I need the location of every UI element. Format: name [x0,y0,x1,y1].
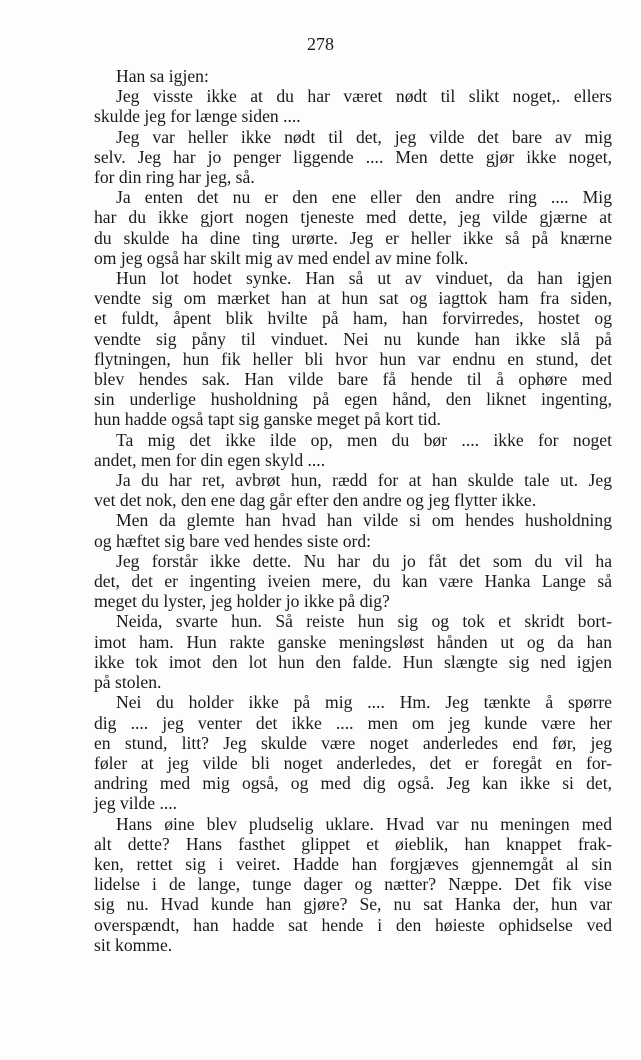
paragraph [94,692,612,813]
text-line: dig .... jeg venter det ikke .... men om jeg kunde være her [94,712,612,733]
paragraph [94,86,612,126]
text-line: Men da glemte han hvad han vilde si om hendes husholdning [116,510,612,531]
text-line: jeg vilde .... [94,793,178,814]
paragraph [94,66,612,86]
text-line: andet, men for din egen skyld .... [94,449,326,470]
text-line: blev hendes sak. Han vilde bare få hende til å ophøre med [94,369,612,390]
paragraph [94,430,612,470]
text-line: Jeg forstår ikke dette. Nu har du jo fåt det som du vil ha [116,550,612,571]
text-line: Jeg visste ikke at du har været nødt til slikt noget,. ellers [116,86,612,107]
text-line: Hun lot hodet synke. Han så ut av vinduet, da han igjen [116,268,612,289]
text-line: vendte sig påny til vinduet. Nei nu kunde han ikke slå på [94,328,612,349]
text-line: og hæftet sig bare ved hendes siste ord: [94,530,372,551]
text-line: et fuldt, åpent blik hvilte på ham, han forvirredes, hostet og [94,308,612,329]
paragraph [94,510,612,550]
text-line: Han sa igjen: [116,66,209,86]
page-number: 278 [307,34,334,54]
text-line: skulde jeg for længe siden .... [94,106,301,127]
text-line: selv. Jeg har jo penger liggende .... Men dette gjør ikke noget, [94,146,612,167]
text-line: Jeg var heller ikke nødt til det, jeg vilde det bare av mig [116,126,612,147]
paragraph [94,551,612,612]
text-line: ken, rettet sig i veiret. Hadde han forgjæves gjennemgåt al sin [94,853,612,874]
text-line: for din ring har jeg, så. [94,167,255,188]
text-line: sin underlige husholdning på egen hånd, den liknet ingenting, [94,389,612,410]
text-line: hun hadde også tapt sig ganske meget på kort tid. [94,409,441,430]
text-line: det, det er ingenting iveien mere, du kan være Hanka Lange så [94,571,612,592]
text-line: flytningen, hun fik heller bli hvor hun var endnu en stund, det [94,348,612,369]
text-line: Ja enten det nu er den ene eller den andre ring .... Mig [116,187,612,208]
text-line: en stund, litt? Jeg skulde være noget anderledes end før, jeg [94,732,612,753]
paragraph [94,187,612,268]
text-line: vet det nok, den ene dag går efter den andre og jeg flytter ikke. [94,490,537,511]
body-text [94,66,612,955]
text-line: Neida, svarte hun. Så reiste hun sig og tok et skridt bort- [116,611,612,632]
paragraph [94,611,612,692]
text-line: sig nu. Hvad kunde han gjøre? Se, nu sat Hanka der, hun var [94,894,612,915]
text-line: om jeg også har skilt mig av med endel av mine folk. [94,247,469,268]
text-line: ikke tok imot den lot hun den falde. Hun slængte sig ned igjen [94,651,612,672]
paragraph [94,268,612,430]
text-line: overspændt, han hadde sat hende i den høieste ophidselse ved [94,914,612,935]
text-line: andring med mig også, og med dig også. Jeg kan ikke si det, [94,773,612,794]
text-line: Nei du holder ikke på mig .... Hm. Jeg tænkte å spørre [116,692,612,713]
text-line: vendte sig om mærket han at hun sat og iagttok ham fra siden, [94,288,612,309]
text-line: Ta mig det ikke ilde op, men du bør .... ikke for noget [116,429,612,450]
paragraph [94,470,612,510]
text-line: på stolen. [94,672,162,693]
text-line: alt dette? Hans fasthet glippet et øieblik, han knappet frak- [94,833,612,854]
text-line: imot ham. Hun rakte ganske meningsløst hånden ut og da han [94,631,612,652]
text-line: lidelse i de lange, tunge dager og nætter? Næppe. Det fik vise [94,874,612,895]
text-line: Hans øine blev pludselig uklare. Hvad var nu meningen med [116,813,612,834]
text-line: sit komme. [94,934,173,955]
text-line: meget du lyster, jeg holder jo ikke på dig? [94,591,390,612]
text-line: Ja du har ret, avbrøt hun, rædd for at han skulde tale ut. Jeg [116,470,612,491]
text-line: har du ikke gjort nogen tjeneste med dette, jeg vilde gjærne at [94,207,612,228]
text-line: du skulde ha dine ting urørte. Jeg er heller ikke så på knærne [94,227,612,248]
paragraph [94,814,612,955]
text-line: føler at jeg vilde bli noget anderledes, det er foregåt en for- [94,752,612,773]
paragraph [94,127,612,188]
